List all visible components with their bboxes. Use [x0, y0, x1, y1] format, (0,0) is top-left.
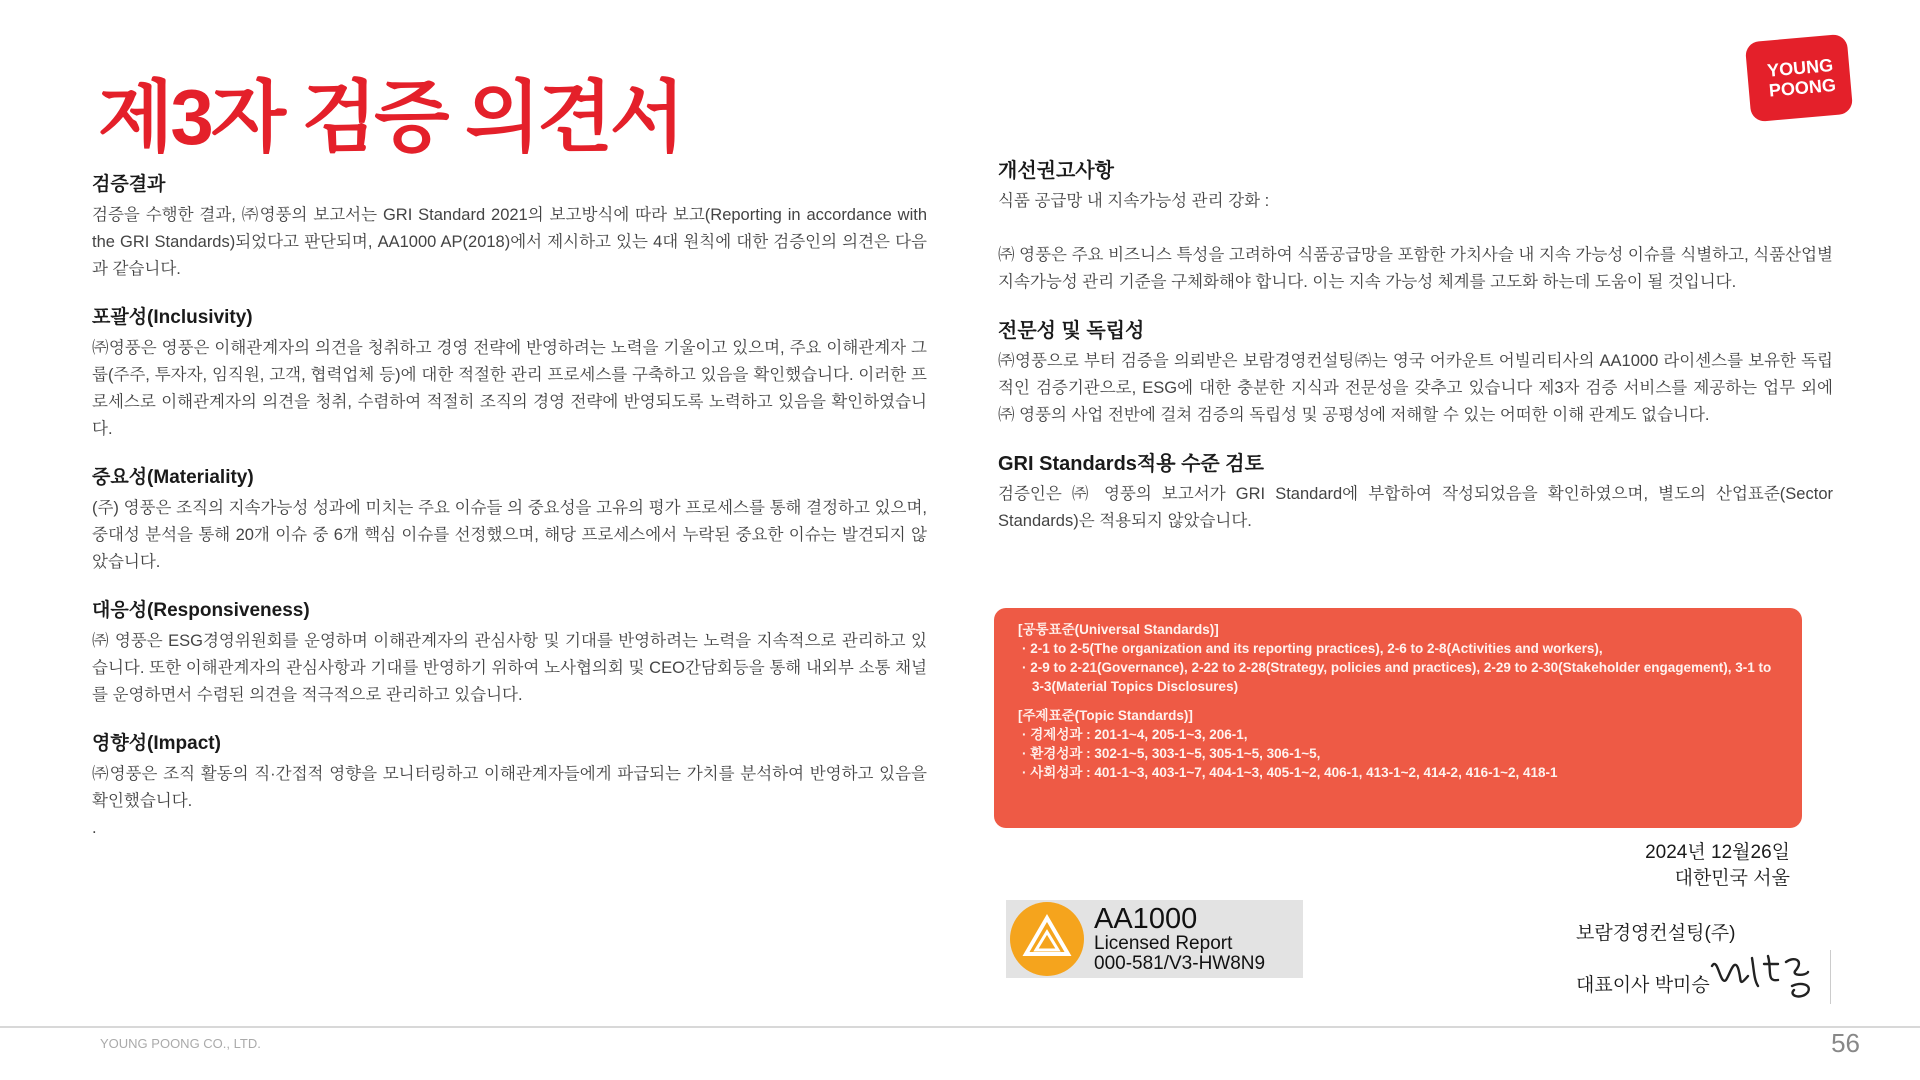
section-responsiveness: [92, 598, 927, 709]
section-text: 검증인은 ㈜ 영풍의 보고서가 GRI Standard에 부합하여 작성되었음을 확인하였으며, 별도의 산업표준(Sector Standards)은 적용되지 않았습니다.: [998, 485, 1833, 530]
verifier-ceo: 대표이사 박미승: [1576, 975, 1710, 996]
location-line: 대한민국 서울: [1674, 868, 1790, 889]
section-expertise-independence: [998, 318, 1833, 429]
date-line: 2024년 12월26일: [1645, 842, 1790, 863]
section-verification-result: [92, 172, 927, 283]
left-column: [92, 172, 927, 842]
signature-divider: [1830, 950, 1831, 1004]
right-column: [998, 158, 1833, 557]
logo-line2: POONG: [1768, 74, 1837, 101]
section-materiality: [92, 465, 927, 576]
gri-standards-box: [994, 608, 1802, 828]
universal-item: · 2-9 to 2-21(Governance), 2-22 to 2-28(Strategy, policies and practices), 2-29 to 2-30(Stakeholder engagement), 3-1 to 3-3(Material Topics Disclosures): [1022, 660, 1772, 694]
universal-heading: [공통표준(Universal Standards)]: [1018, 622, 1219, 637]
section-text: ㈜영풍은 영풍은 이해관계자의 의견을 청취하고 경영 전략에 반영하려는 노력을 기울이고 있으며, 주요 이해관계자 그룹(주주, 투자자, 임직원, 고객, 협력업체 등)에 대한 적절한 관리 프로세스를 구축하고 있음을 확인했습니다. 이러한 프로세스로 이해관계자의 의견을 청취, 수렴하여 적절히 조직의 경영 전략에 반영되도록 노력하고 있음을 확인하였습니다.: [92, 339, 927, 438]
page-number: 56: [1831, 1028, 1860, 1058]
section-text: ㈜ 영풍은 ESG경영위원회를 운영하며 이해관계자의 관심사항 및 기대를 반영하려는 노력을 지속적으로 관리하고 있습니다. 또한 이해관계자의 관심사항과 기대를 반영하기 위하여 노사협의회 및 CEO간담회등을 통해 내외부 소통 채널를 운영하면서 수렴된 의견을 적극적으로 관리하고 있습니다.: [92, 632, 927, 704]
issue-date: [1645, 840, 1790, 892]
section-gri-review: [998, 451, 1833, 535]
trailing-mark: .: [92, 819, 97, 837]
section-inclusivity: [92, 305, 927, 443]
section-heading: 검증결과: [92, 174, 166, 195]
badge-subtitle: Licensed Report: [1094, 933, 1233, 954]
section-recommendations: [998, 158, 1833, 296]
topic-heading: [주제표준(Topic Standards)]: [1018, 708, 1193, 723]
aa1000-badge: [1006, 900, 1303, 978]
section-text: (주) 영풍은 조직의 지속가능성 성과에 미치는 주요 이슈들 의 중요성을 고유의 평가 프로세스를 통해 결정하고 있으며, 중대성 분석을 통해 20개 이슈 중 6개 핵심 이슈를 선정했으며, 해당 프로세스에서 누락된 중요한 이슈는 발견되지 않았습니다.: [92, 499, 927, 571]
section-text: 검증을 수행한 결과, ㈜영풍의 보고서는 GRI Standard 2021의 보고방식에 따라 보고(Reporting in accordance with the GRI Standards)되었다고 판단되며, AA1000 AP(2018)에서 제시하고 있는 4대 원칙에 대한 검증인의 의견은 다음과 같습니다.: [92, 206, 927, 278]
verifier-company: 보람경영컨설팅(주): [1576, 923, 1736, 944]
section-text: 식품 공급망 내 지속가능성 관리 강화 :: [998, 192, 1270, 210]
topic-item: · 경제성과 : 201-1~4, 205-1~3, 206-1,: [1022, 727, 1248, 742]
section-heading: 대응성(Responsiveness): [92, 600, 310, 621]
section-text: ㈜ 영풍은 주요 비즈니스 특성을 고려하여 식품공급망을 포함한 가치사슬 내 지속 가능성 이슈를 식별하고, 식품산업별 지속가능성 관리 기준을 구체화해야 합니다. 이는 지속 가능성 체계를 고도화 하는데 도움이 될 것입니다.: [998, 246, 1833, 291]
universal-item: · 2-1 to 2-5(The organization and its reporting practices), 2-6 to 2-8(Activities and workers),: [1022, 641, 1603, 656]
badge-code: 000-581/V3-HW8N9: [1094, 953, 1266, 974]
signature-image: [1708, 946, 1828, 1006]
section-heading: GRI Standards적용 수준 검토: [998, 453, 1264, 475]
page-title: 제3자 검증 의견서: [98, 73, 683, 161]
logo-line1: YOUNG: [1766, 55, 1834, 81]
footer-divider: [0, 1026, 1920, 1028]
topic-item: · 환경성과 : 302-1~5, 303-1~5, 305-1~5, 306-1~5,: [1022, 746, 1321, 761]
section-heading: 개선권고사항: [998, 160, 1114, 182]
aa1000-logo-icon: [1010, 902, 1084, 976]
section-heading: 전문성 및 독립성: [998, 320, 1145, 342]
topic-item: · 사회성과 : 401-1~3, 403-1~7, 404-1~3, 405-1~2, 406-1, 413-1~2, 414-2, 416-1~2, 418-1: [1022, 765, 1558, 780]
section-impact: [92, 731, 927, 842]
badge-title: AA1000: [1094, 903, 1198, 935]
section-heading: 포괄성(Inclusivity): [92, 307, 253, 328]
section-text: ㈜영풍은 조직 활동의 직·간접적 영향을 모니터링하고 이해관계자들에게 파급되는 가치를 분석하여 반영하고 있음을 확인했습니다.: [92, 765, 927, 810]
section-heading: 영향성(Impact): [92, 733, 221, 754]
section-heading: 중요성(Materiality): [92, 467, 254, 488]
company-logo: [1745, 34, 1854, 123]
section-text: ㈜영풍으로 부터 검증을 의뢰받은 보람경영컨설팅㈜는 영국 어카운트 어빌리티사의 AA1000 라이센스를 보유한 독립적인 검증기관으로, ESG에 대한 충분한 지식과 전문성을 갖추고 있습니다 제3자 검증 서비스를 제공하는 업무 외에 ㈜ 영풍의 사업 전반에 걸쳐 검증의 독립성 및 공평성에 저해할 수 있는 어떠한 이해 관계도 없습니다.: [998, 352, 1833, 424]
footer-company: YOUNG POONG CO., LTD.: [100, 1036, 261, 1051]
